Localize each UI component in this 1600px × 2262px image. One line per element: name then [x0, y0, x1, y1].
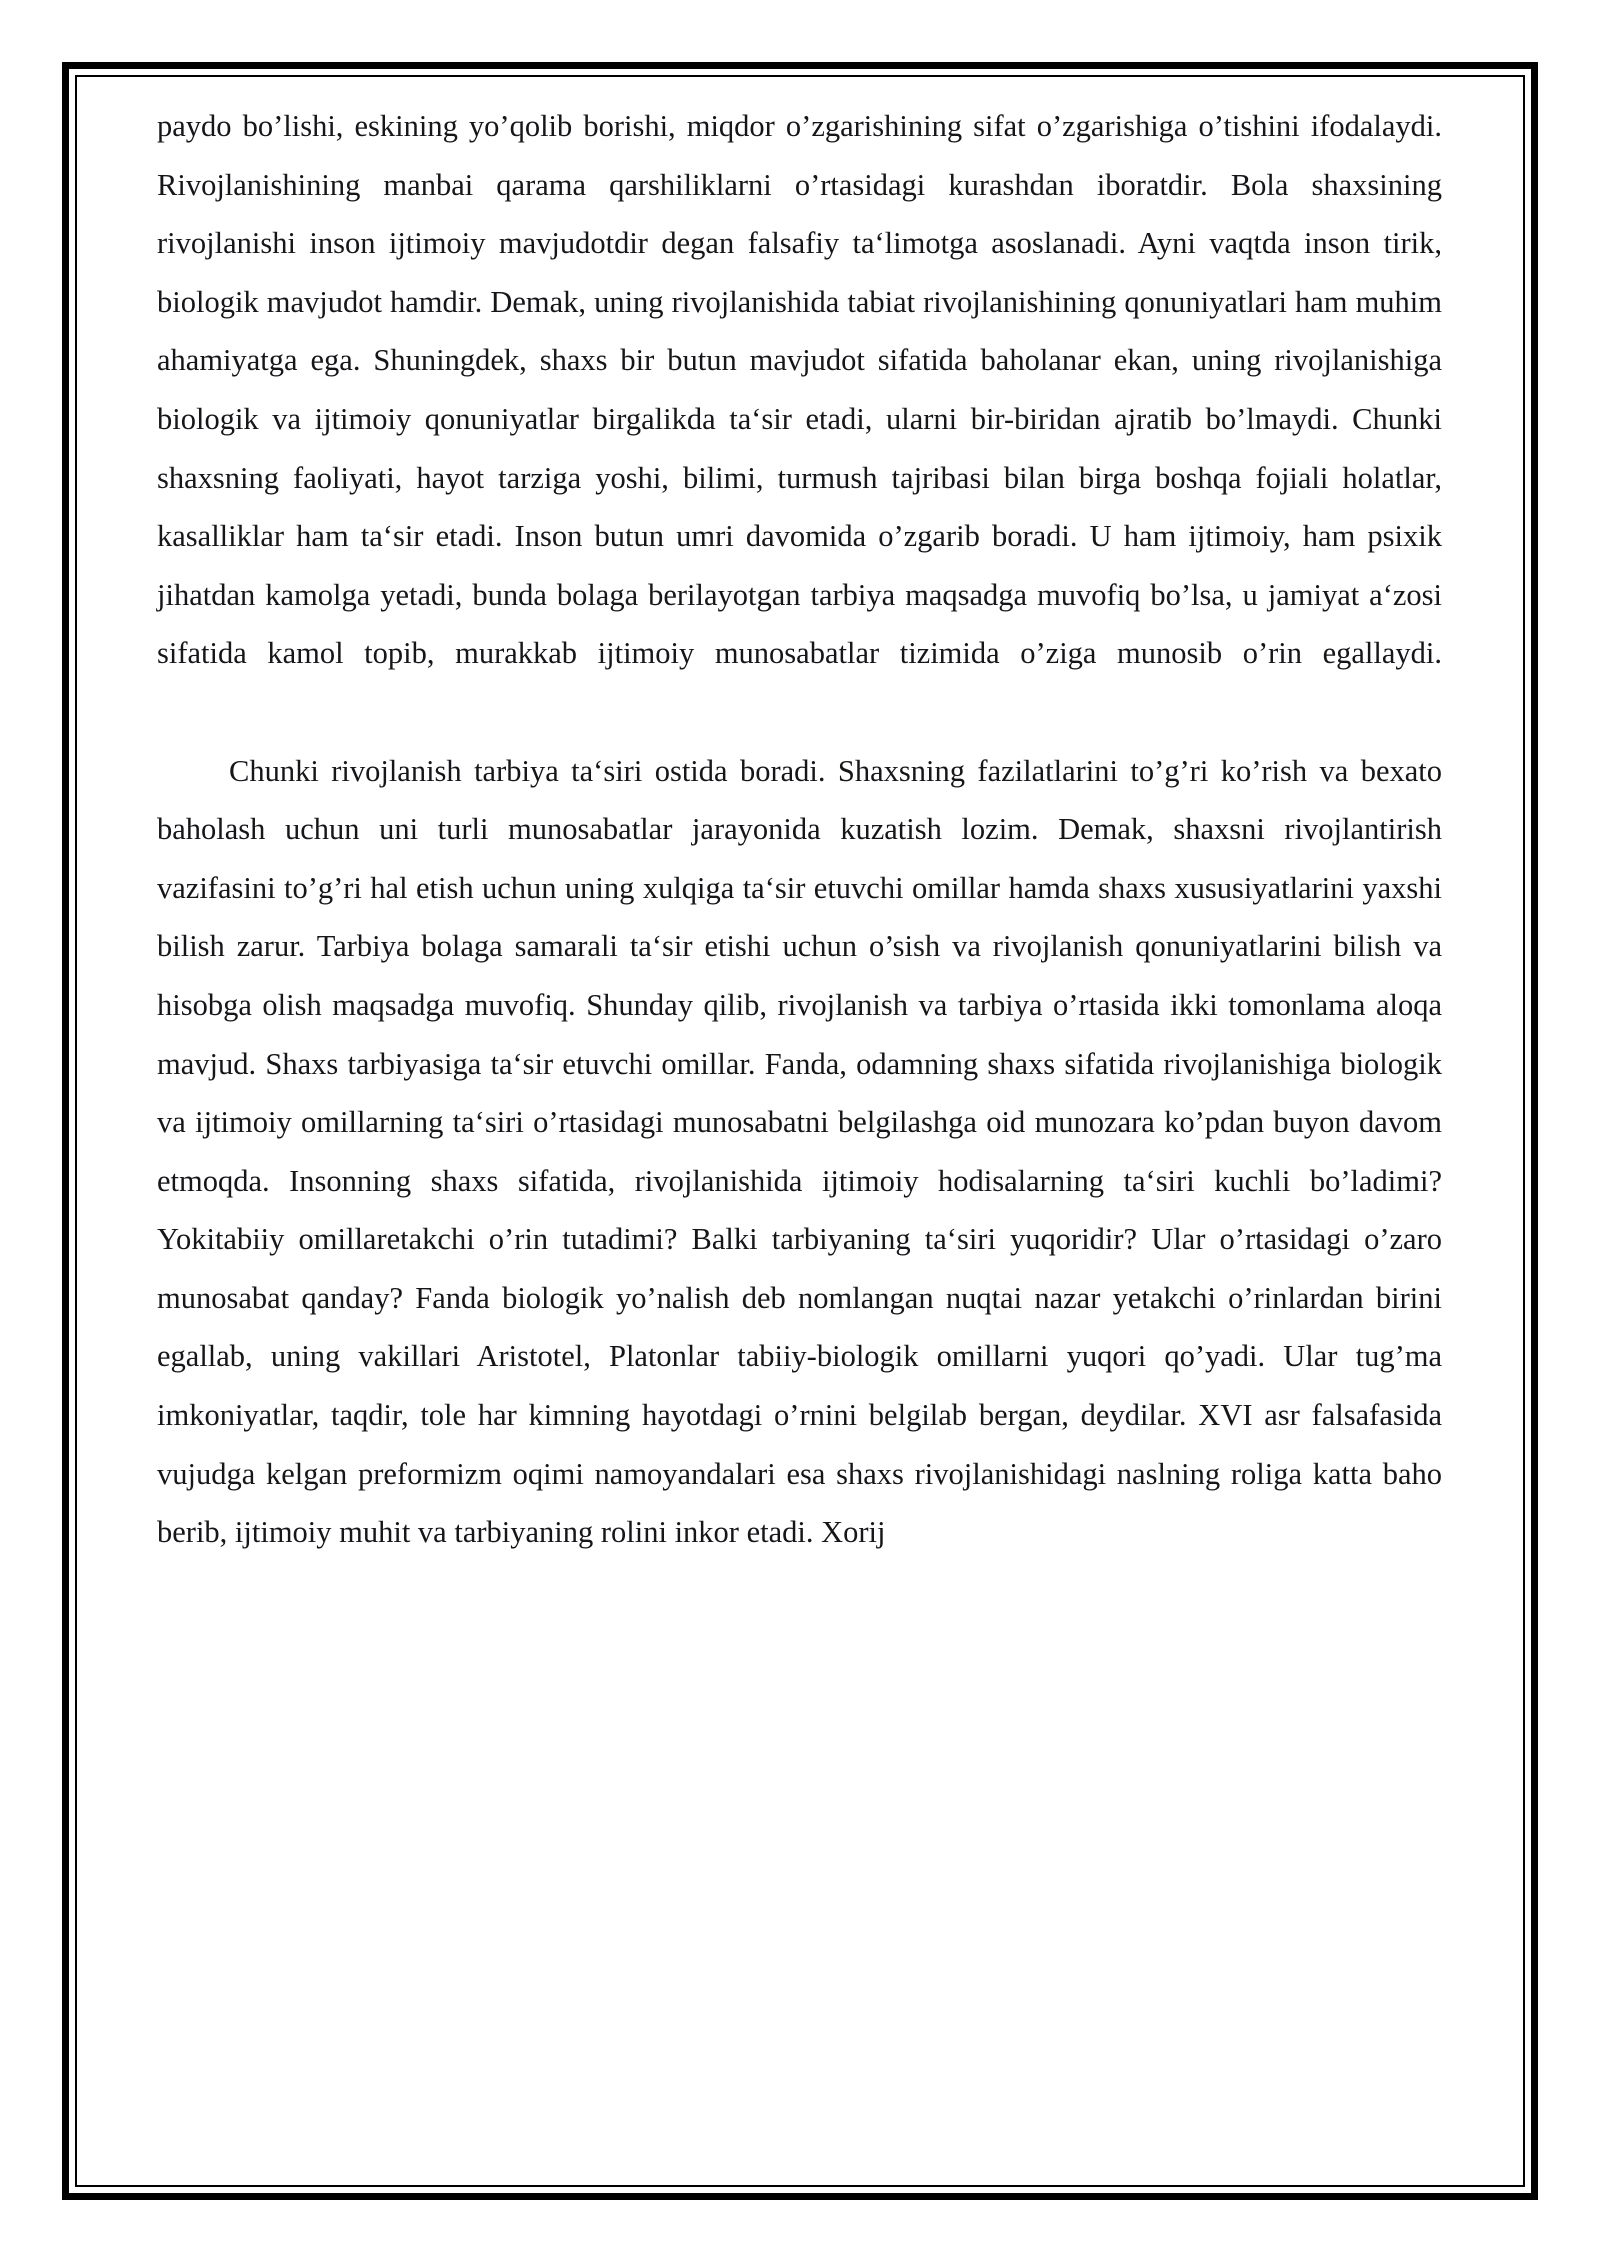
body-paragraph-2: Chunki rivojlanish tarbiya ta‘siri ostida boradi. Shaxsning fazilatlarini to’g’ri ko’rish va bexato baholash uchun uni turli munosabatlar jarayonida kuzatish lozim. Demak, shaxsni rivojlantirish vazifasini to’g’ri hal etish uchun uning xulqiga ta‘sir etuvchi omillar hamda shaxs xususiyatlarini yaxshi bilish zarur. Tarbiya bolaga samarali ta‘sir etishi uchun o’sish va rivojlanish qonuniyatlarini bilish va hisobga olish maqsadga muvofiq. Shunday qilib, rivojlanish va tarbiya o’rtasida ikki tomonlama aloqa mavjud. Shaxs tarbiyasiga ta‘sir etuvchi omillar. Fanda, odamning shaxs sifatida rivojlanishiga biologik va ijtimoiy omillarning ta‘siri o’rtasidagi munosabatni belgilashga oid munozara ko’pdan buyon davom etmoqda. Insonning shaxs sifatida, rivojlanishida ijtimoiy hodisalarning ta‘siri kuchli bo’ladimi? Yokitabiiy omillaretakchi o’rin tutadimi? Balki tarbiyaning ta‘siri yuqoridir? Ular o’rtasidagi o’zaro munosabat qanday? Fanda biologik yo’nalish deb nomlangan nuqtai nazar yetakchi o’rinlardan birini egallab, uning vakillari Aristotel, Platonlar tabiiy-biologik omillarni yuqori qo’yadi. Ular tug’ma imkoniyatlar, taqdir, tole har kimning hayotdagi o’rnini belgilab bergan, deydilar. XVI asr falsafasida vujudga kelgan preformizm oqimi namoyandalari esa shaxs rivojlanishidagi naslning roliga katta baho berib, ijtimoiy muhit va tarbiyaning rolini inkor etadi. Xorij: [157, 753, 1442, 1550]
body-paragraph-1: paydo bo’lishi, eskining yo’qolib borishi, miqdor o’zgarishining sifat o’zgarishiga o’tishini ifodalaydi. Rivojlanishining manbai qarama qarshiliklarni o’rtasidagi kurashdan iboratdir. Bola shaxsining rivojlanishi inson ijtimoiy mavjudotdir degan falsafiy ta‘limotga asoslanadi. Ayni vaqtda inson tirik, biologik mavjudot hamdir. Demak, uning rivojlanishida tabiat rivojlanishining qonuniyatlari ham muhim ahamiyatga ega. Shuningdek, shaxs bir butun mavjudot sifatida baholanar ekan, uning rivojlanishiga biologik va ijtimoiy qonuniyatlar birgalikda ta‘sir etadi, ularni bir-biridan ajratib bo’lmaydi. Chunki shaxsning faoliyati, hayot tarziga yoshi, bilimi, turmush tajribasi bilan birga boshqa fojiali holatlar, kasalliklar ham ta‘sir etadi. Inson butun umri davomida o’zgarib boradi. U ham ijtimoiy, ham psixik jihatdan kamolga yetadi, bunda bolaga berilayotgan tarbiya maqsadga muvofiq bo’lsa, u jamiyat a‘zosi sifatida kamol topib, murakkab ijtimoiy munosabatlar tizimida o’ziga munosib o’rin egallaydi.: [157, 109, 1442, 671]
text-column: [157, 97, 1442, 1562]
